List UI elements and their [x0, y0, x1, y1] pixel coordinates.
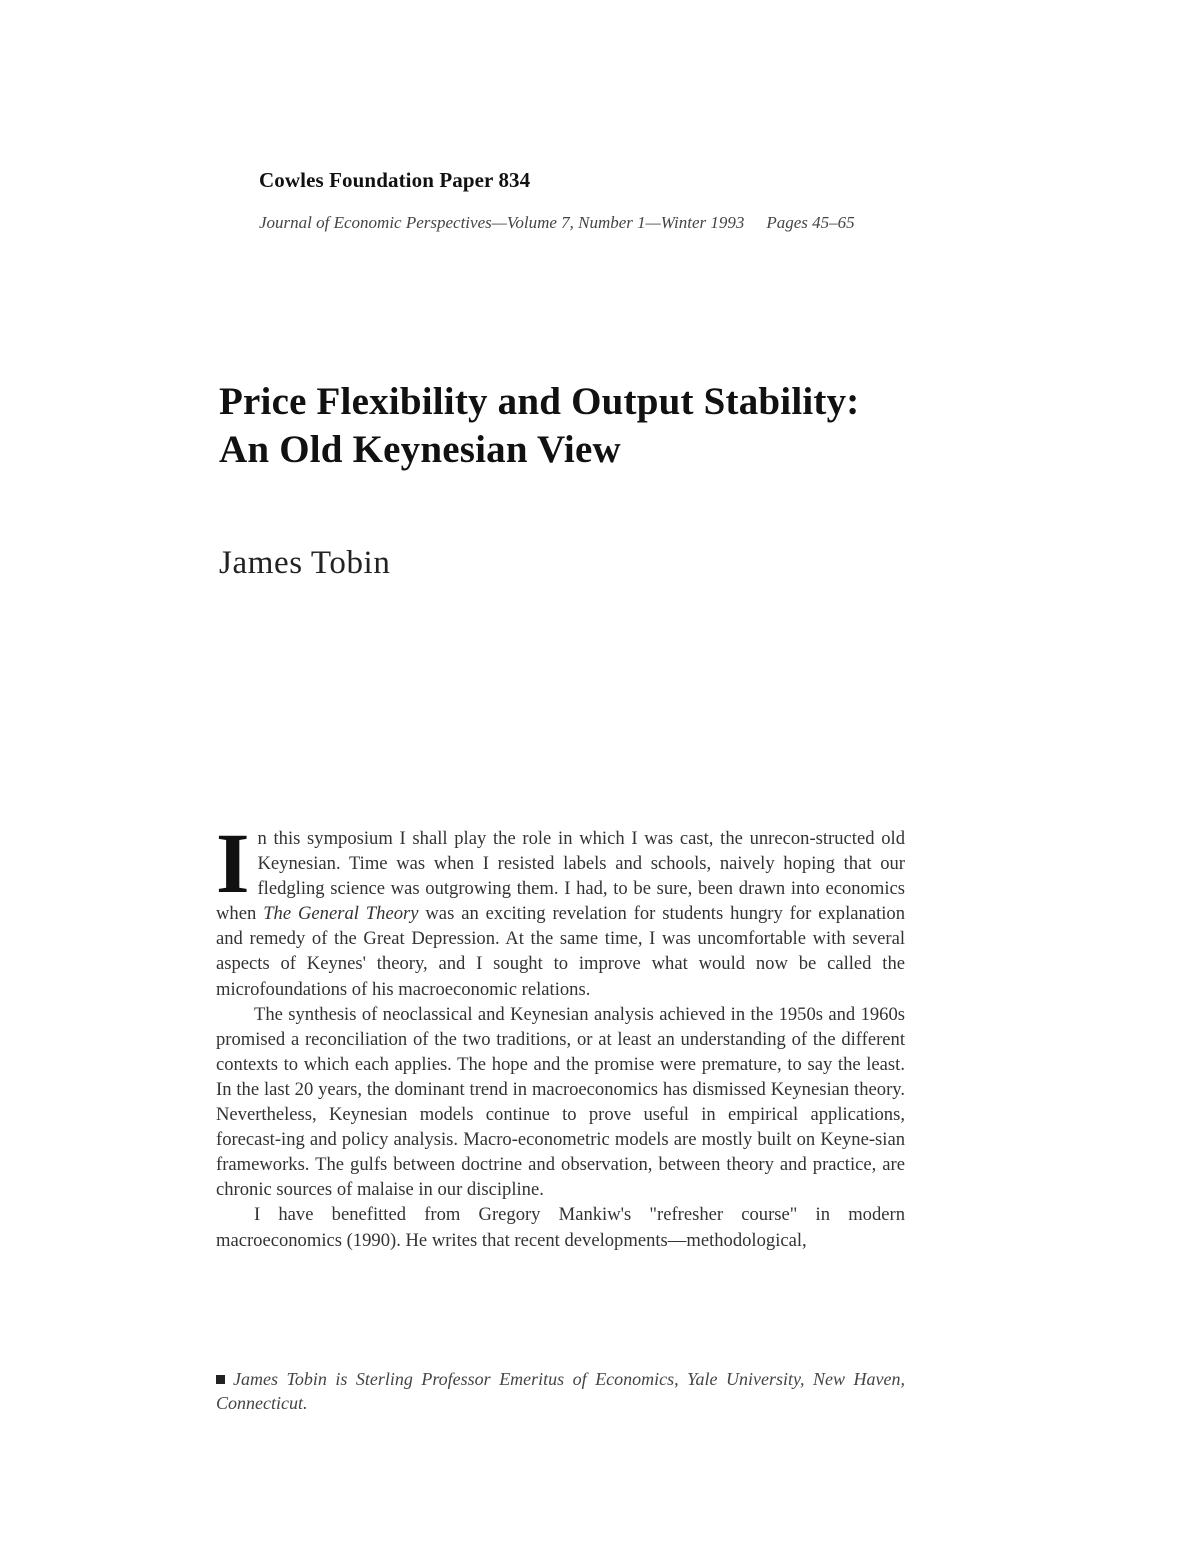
- footnote-text: James Tobin is Sterling Professor Emeritus of Economics, Yale University, New Haven, Connecticut.: [216, 1369, 905, 1413]
- paragraph-1-text-a: n this symposium I shall play the role in which I was cast, the unrecon-structed old Keynesian. Time was when I resisted labels and schools, naively hoping that our fledgling science was outgrowing them. I had, to be sure, been drawn into economics when: [216, 828, 905, 925]
- page-range: Pages 45–65: [766, 213, 855, 232]
- article-body: [216, 815, 905, 1253]
- paragraph-1-text-b: was an exciting revelation for students hungry for explanation and remedy of the Great Depression. At the same time, I was uncomfortable with several aspects of Keynes' theory, and I sought to improve what would now be called the microfoundations of his macroeconomic relations.: [216, 903, 905, 1000]
- paragraph-1: [216, 815, 905, 1002]
- drop-cap: I: [216, 815, 250, 911]
- article-title: [219, 378, 859, 474]
- book-title: The General Theory: [263, 903, 419, 925]
- paragraph-3: I have benefitted from Gregory Mankiw's "refresher course" in modern macroeconomics (1990). He writes that recent developments—methodological,: [216, 1204, 905, 1251]
- paragraph-2: The synthesis of neoclassical and Keynesian analysis achieved in the 1950s and 1960s promised a reconciliation of the two traditions, or at least an understanding of the different contexts to which each applies. The hope and the promise were premature, to say the least. In the last 20 years, the dominant trend in macroeconomics has dismissed Keynesian theory. Nevertheless, Keynesian models continue to prove useful in empirical applications, forecast-ing and policy analysis. Macro-econometric models are mostly built on Keyne-sian frameworks. The gulfs between doctrine and observation, between theory and practice, are chronic sources of malaise in our discipline.: [216, 1003, 905, 1201]
- author-footnote: [216, 1367, 905, 1415]
- bullet-icon: [216, 1375, 225, 1384]
- journal-name: Journal of Economic Perspectives—Volume 7, Number 1—Winter 1993: [259, 213, 745, 232]
- title-line-1: Price Flexibility and Output Stability:: [219, 380, 860, 423]
- journal-citation: [259, 213, 855, 233]
- title-line-2: An Old Keynesian View: [219, 428, 621, 471]
- foundation-label: Cowles Foundation Paper 834: [259, 168, 531, 192]
- author-name: James Tobin: [219, 545, 391, 581]
